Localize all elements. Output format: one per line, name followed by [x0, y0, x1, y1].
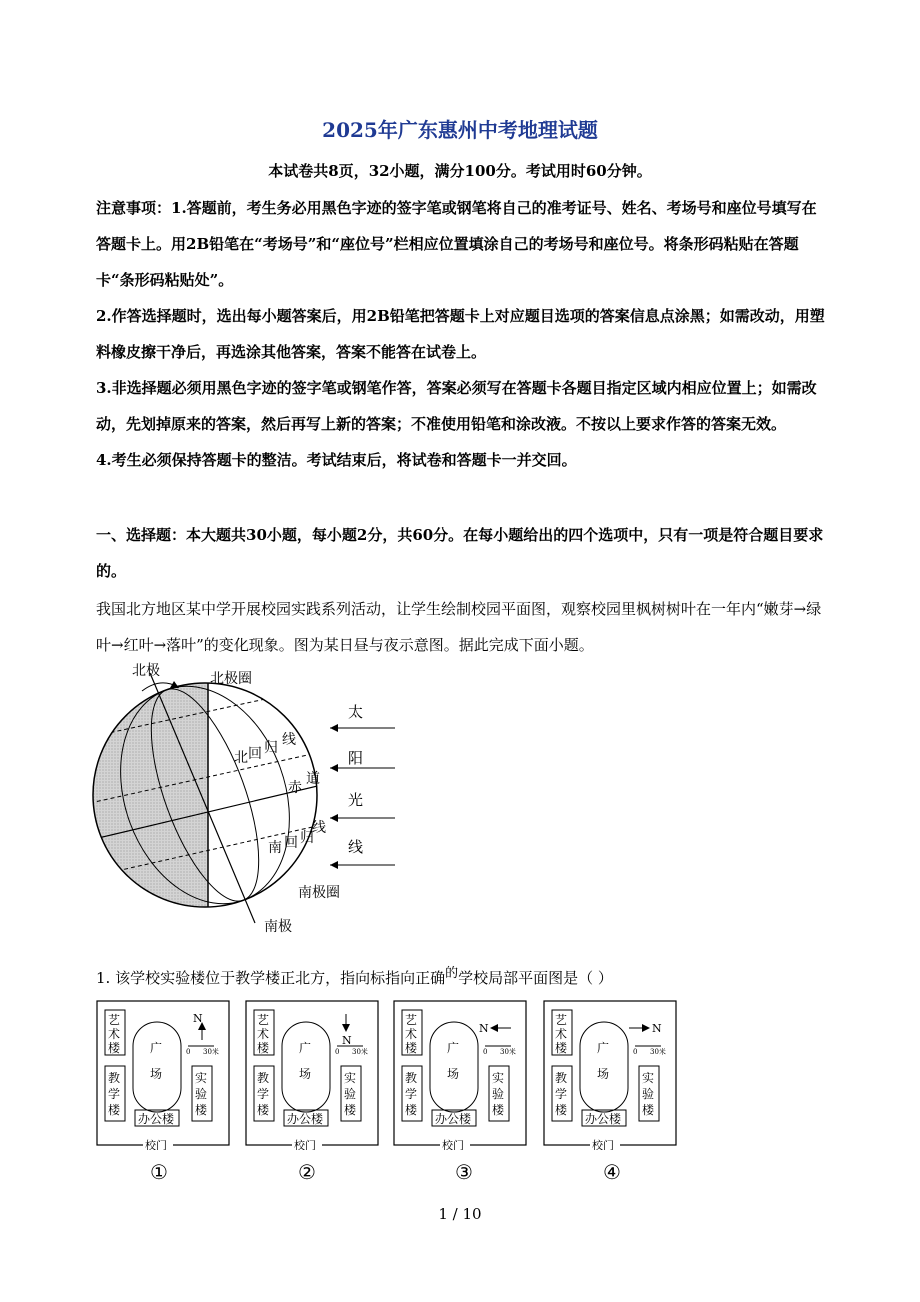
square-char: 广: [447, 1041, 460, 1055]
north-label: N: [193, 1012, 203, 1025]
office-building-label: 办公楼: [585, 1112, 622, 1126]
tropic-label-char: 北: [234, 750, 248, 766]
square-char: 广: [150, 1041, 163, 1055]
map-option-4: [543, 1000, 678, 1150]
lab-building-char: 实: [195, 1071, 208, 1085]
gate-label: 校门: [592, 1139, 614, 1150]
scale-zero: 0: [335, 1048, 340, 1056]
lab-building-char: 验: [642, 1087, 655, 1101]
art-building-char: 艺: [257, 1013, 270, 1027]
sunlight-label-char: 线: [348, 838, 364, 856]
teaching-building-char: 楼: [108, 1103, 121, 1117]
option-label-4: ④: [603, 1160, 621, 1184]
tropic-label-char: 线: [282, 732, 296, 748]
north-label: N: [652, 1022, 662, 1035]
question-1-text-end: 学校局部平面图是（ ）: [458, 969, 613, 987]
sunlight-label-char: 阳: [348, 749, 364, 767]
tropic-label-char: 归: [264, 740, 278, 756]
question-1: [96, 962, 613, 988]
art-building-char: 楼: [257, 1041, 270, 1055]
office-building-label: 办公楼: [435, 1112, 472, 1126]
lab-building-char: 楼: [642, 1103, 655, 1117]
sunlight-label-char: 光: [348, 791, 364, 809]
lab-building-char: 验: [195, 1087, 208, 1101]
map-option-3: [393, 1000, 528, 1150]
teaching-building-char: 楼: [555, 1103, 568, 1117]
notice-item-2: 2.作答选择题时，选出每小题答案后，用2B铅笔把答题卡上对应题目选项的答案信息点涂黑；如需改动，用塑料橡皮擦干净后，再选涂其他答案，答案不能答在试卷上。: [96, 307, 825, 361]
tropic-label-char: 回: [248, 746, 262, 762]
notice-section: [96, 190, 826, 478]
teaching-building-char: 学: [108, 1087, 121, 1101]
lab-building-char: 楼: [195, 1103, 208, 1117]
globe-diagram: [90, 655, 410, 945]
teaching-building-char: 教: [405, 1071, 418, 1085]
tropic-s-label-char: 归: [300, 830, 314, 846]
teaching-building-char: 学: [555, 1087, 568, 1101]
teaching-building-char: 教: [555, 1071, 568, 1085]
lab-building-char: 楼: [492, 1103, 505, 1117]
office-building-label: 办公楼: [287, 1112, 324, 1126]
north-arrow-icon: [342, 1024, 350, 1032]
art-building-char: 艺: [108, 1013, 121, 1027]
sunlight-label-char: 太: [348, 703, 364, 721]
north-arrow-icon: [642, 1024, 650, 1032]
antarctic-circle-line: [90, 883, 330, 941]
antarctic-circle-label: 南极圈: [298, 885, 340, 901]
scale-value: 30米: [352, 1048, 368, 1056]
art-building-char: 楼: [405, 1041, 418, 1055]
gate-label: 校门: [442, 1139, 464, 1150]
north-label: N: [479, 1022, 489, 1035]
lab-building-char: 验: [492, 1087, 505, 1101]
art-building-char: 术: [405, 1027, 418, 1041]
square-char: 广: [299, 1041, 312, 1055]
teaching-building-char: 教: [257, 1071, 270, 1085]
square-char: 场: [150, 1067, 163, 1081]
option-label-3: ③: [455, 1160, 473, 1184]
arctic-circle-line: [90, 685, 330, 737]
scale-zero: 0: [483, 1048, 488, 1056]
question-1-superscript: 的: [445, 966, 459, 981]
teaching-building-char: 学: [405, 1087, 418, 1101]
lab-building-char: 验: [344, 1087, 357, 1101]
map-option-1: [96, 1000, 231, 1150]
scale-value: 30米: [500, 1048, 516, 1056]
question-1-text: 1. 该学校实验楼位于教学楼正北方，指向标指向正确: [96, 969, 446, 987]
question-context: [96, 591, 826, 663]
option-label-1: ①: [150, 1160, 168, 1184]
page-number: 1 / 10: [438, 1205, 482, 1223]
scale-zero: 0: [633, 1048, 638, 1056]
square-char: 场: [597, 1067, 610, 1081]
art-building-char: 艺: [405, 1013, 418, 1027]
page-title: 2025年广东惠州中考地理试题: [322, 118, 598, 142]
square-char: 场: [447, 1067, 460, 1081]
scale-value: 30米: [203, 1048, 219, 1056]
teaching-building-char: 教: [108, 1071, 121, 1085]
gate-label: 校门: [145, 1139, 167, 1150]
lab-building-char: 楼: [344, 1103, 357, 1117]
north-arrow-icon: [490, 1024, 498, 1032]
scale-value: 30米: [650, 1048, 666, 1056]
tropic-s-label-char: 南: [268, 840, 282, 856]
teaching-building-char: 学: [257, 1087, 270, 1101]
lab-building-char: 实: [642, 1071, 655, 1085]
notice-item-4: 4.考生必须保持答题卡的整洁。考试结束后，将试卷和答题卡一并交回。: [96, 451, 577, 469]
art-building-char: 术: [555, 1027, 568, 1041]
notice-item-3: 3.非选择题必须用黑色字迹的签字笔或钢笔作答，答案必须写在答题卡各题目指定区域内相应位置上；如需改动，先划掉原来的答案，然后再写上新的答案；不准使用铅笔和涂改液。不按以上要求作答的答案无效。: [96, 379, 817, 433]
context-text: 我国北方地区某中学开展校园实践系列活动，让学生绘制校园平面图，观察校园里枫树树叶在一年内“嫩芽→绿叶→红叶→落叶”的变化现象。图为某日昼与夜示意图。据此完成下面小题。: [96, 600, 822, 654]
teaching-building-char: 楼: [405, 1103, 418, 1117]
south-pole-label: 南极: [264, 919, 292, 935]
lab-building-char: 实: [492, 1071, 505, 1085]
lab-building-char: 实: [344, 1071, 357, 1085]
notice-item-1: 注意事项：1.答题前，考生务必用黑色字迹的签字笔或钢笔将自己的准考证号、姓名、考场号和座位号填写在答题卡上。用2B铅笔在“考场号”和“座位号”栏相应位置填涂自己的考场号和座位号。将条形码粘贴在答题卡“条形码粘贴处”。: [96, 199, 817, 289]
arctic-circle-label: 北极圈: [210, 671, 252, 687]
map-option-2: [245, 1000, 380, 1150]
square-char: 广: [597, 1041, 610, 1055]
art-building-char: 楼: [555, 1041, 568, 1055]
section-heading: [96, 517, 826, 589]
square-char: 场: [299, 1067, 312, 1081]
tropic-s-label-char: 线: [312, 820, 326, 836]
equator-label-char: 道: [306, 771, 320, 787]
equator-label-char: 赤: [288, 780, 302, 796]
scale-zero: 0: [186, 1048, 191, 1056]
exam-info: 本试卷共8页，32小题，满分100分。考试用时60分钟。: [268, 162, 652, 180]
art-building-char: 楼: [108, 1041, 121, 1055]
section-heading-text: 一、选择题：本大题共30小题，每小题2分，共60分。在每小题给出的四个选项中，只有一项是符合题目要求的。: [96, 526, 824, 580]
tropic-s-label-char: 回: [284, 835, 298, 851]
art-building-char: 术: [257, 1027, 270, 1041]
gate-label: 校门: [294, 1139, 316, 1150]
north-pole-label: 北极: [132, 663, 160, 679]
office-building-label: 办公楼: [138, 1112, 175, 1126]
art-building-char: 艺: [555, 1013, 568, 1027]
teaching-building-char: 楼: [257, 1103, 270, 1117]
north-label: N: [342, 1034, 352, 1047]
option-label-2: ②: [298, 1160, 316, 1184]
art-building-char: 术: [108, 1027, 121, 1041]
